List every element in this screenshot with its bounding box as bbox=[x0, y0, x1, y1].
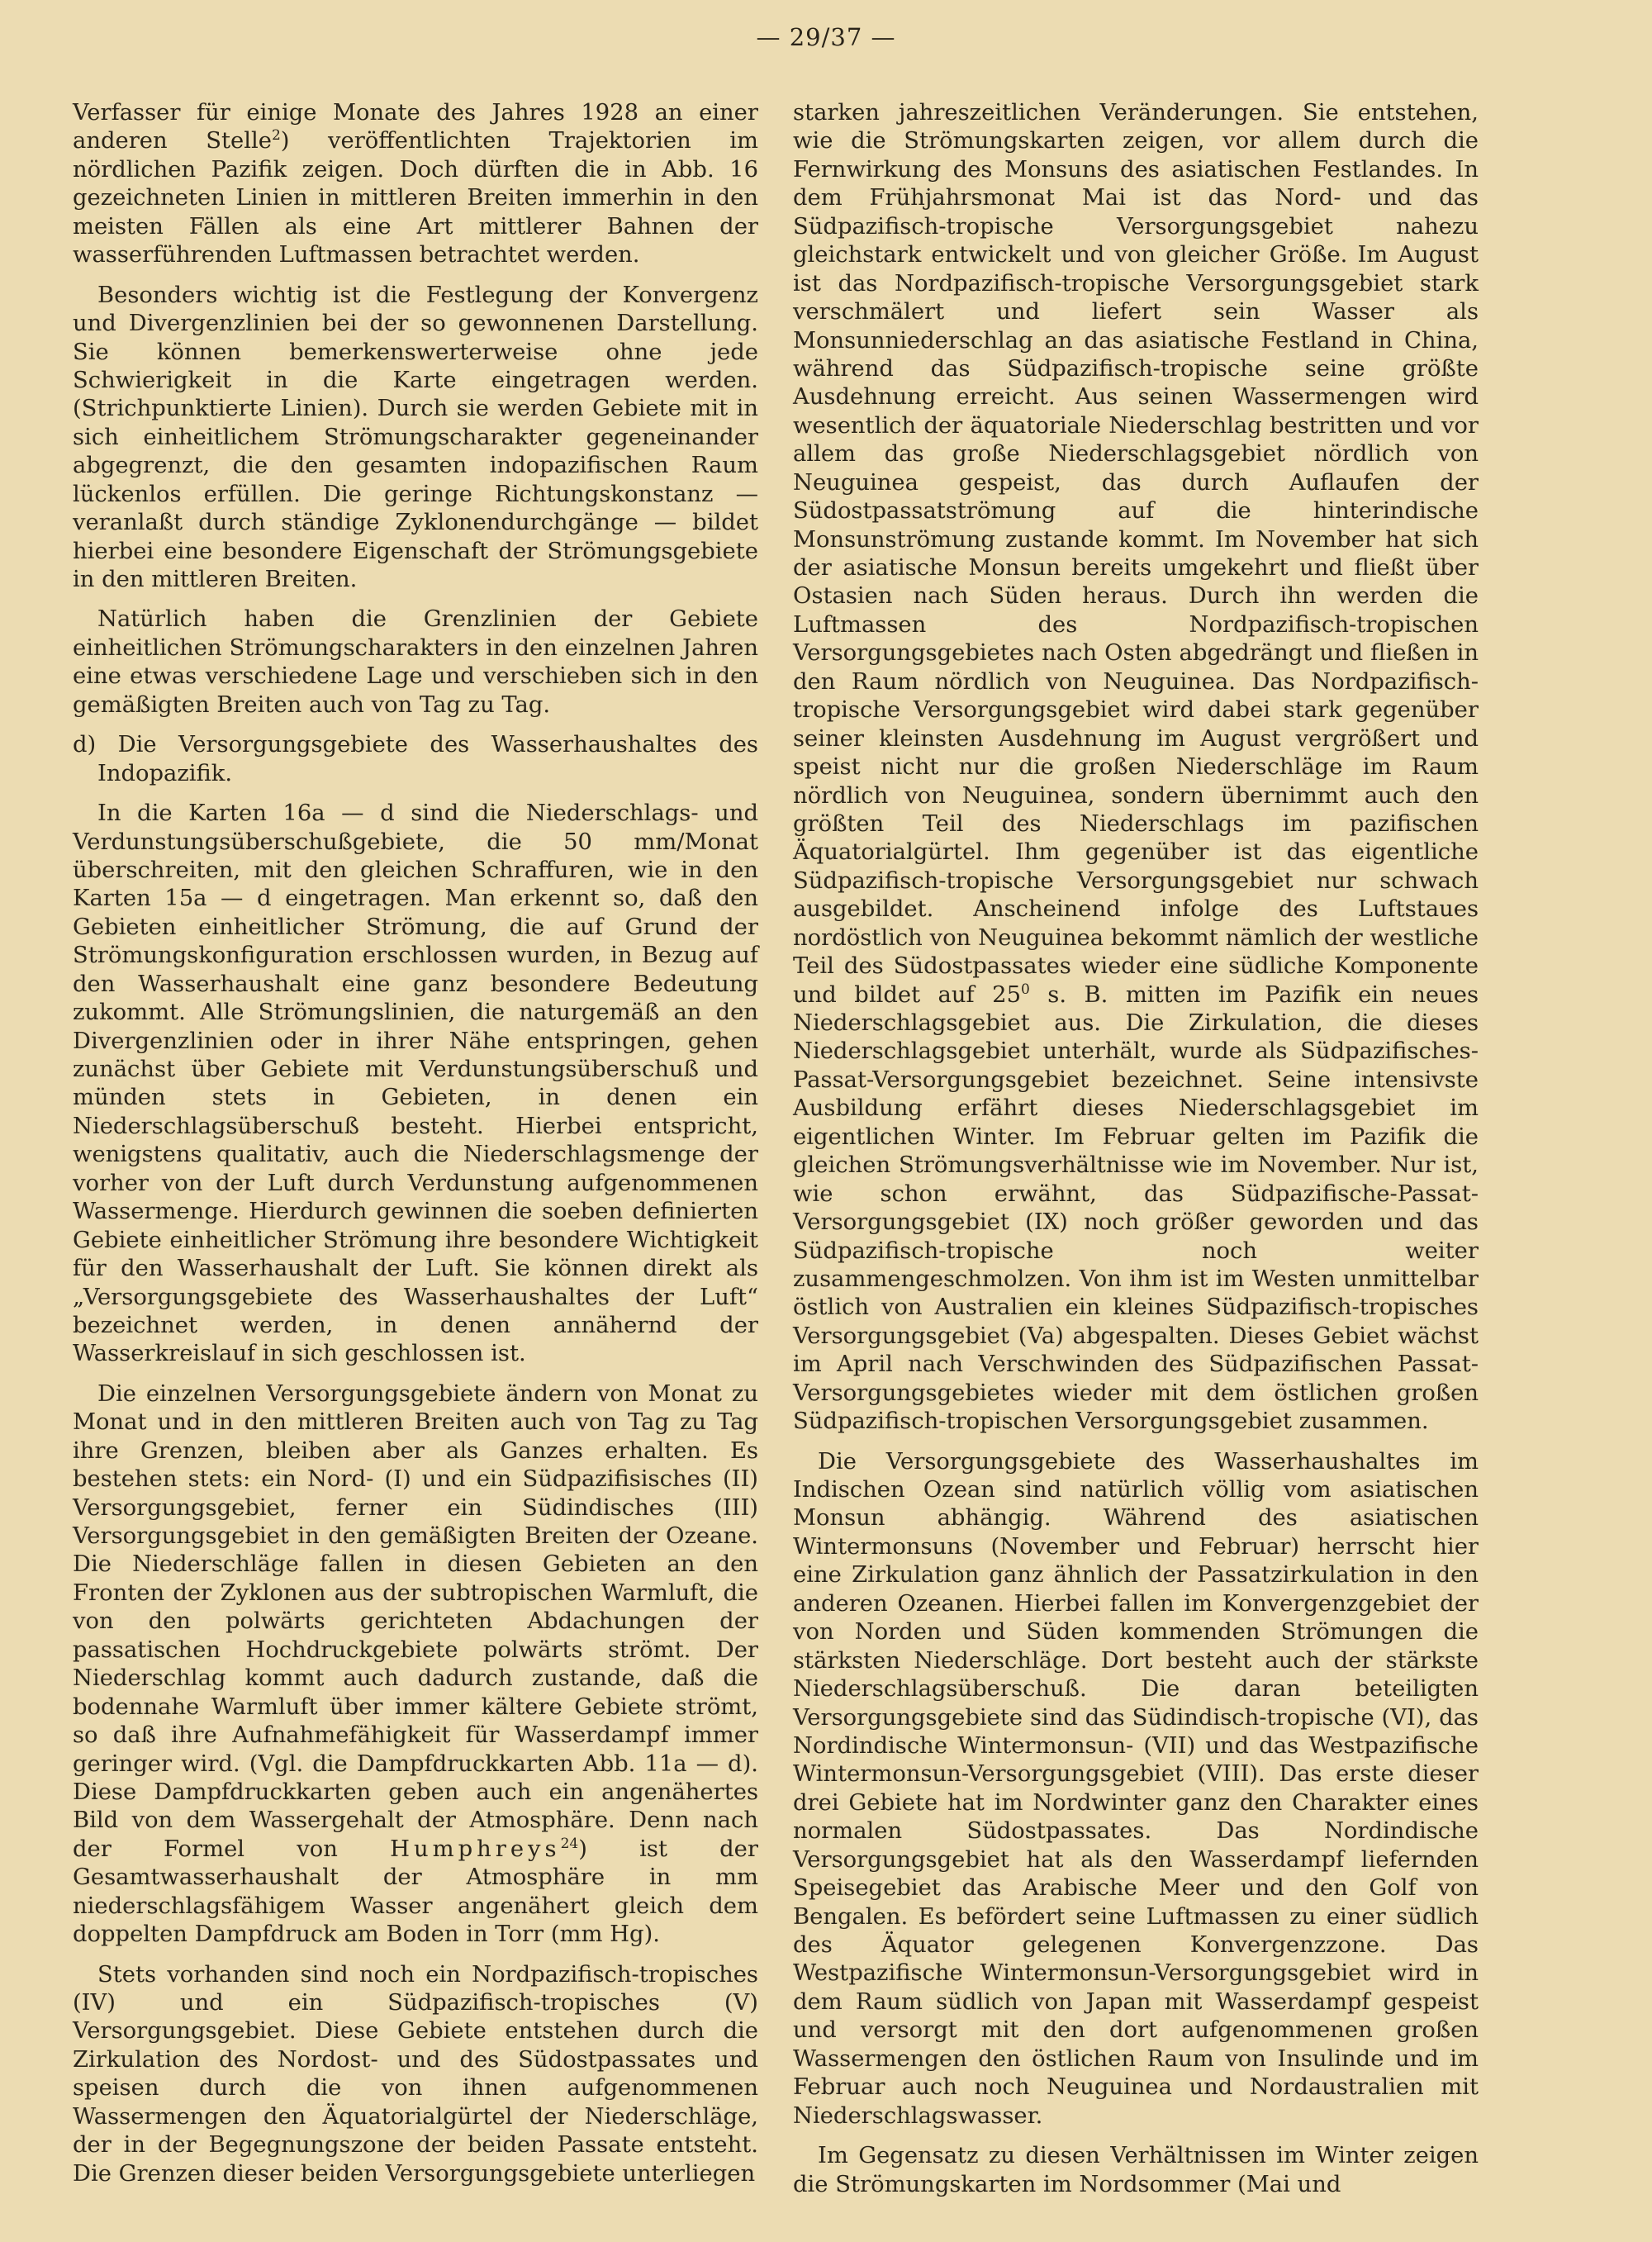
paragraph: Die Versorgungsgebiete des Wasserhaushaltes im Indischen Ozean sind natürlich völlig vom asiatischen Monsun abhängig. Während des asiatischen Wintermonsuns (November und Februar) herrscht hier eine Zirkulation ganz ähnlich der Passatzirkulation in den anderen Ozeanen. Hierbei fallen im Konvergenzgebiet der von Norden und Süden kommenden Strömungen die stärksten Niederschläge. Dort besteht auch der stärkste Niederschlagsüberschuß. Die daran beteiligten Versorgungsgebiete sind das Südindisch-tropische (VI), das Nordindische Wintermonsun- (VII) und das Westpazifische Wintermonsun-Versorgungsgebiet (VIII). Das erste dieser drei Gebiete hat im Nordwinter ganz den Charakter eines normalen Südostpassates. Das Nordindische Versorgungsgebiet hat als den Wasserdampf liefernden Speisegebiet das Arabische Meer und den Golf von Bengalen. Es befördert seine Luftmassen zu einer südlich des Äquator gelegenen Konvergenzzone. Das Westpazifische Wintermonsun-Versorgungsgebiet wird in dem Raum südlich von Japan mit Wasserdampf gespeist und versorgt mit den dort aufgenommenen großen Wassermengen den östlichen Raum von Insulinde und im Februar auch noch Neuguinea und Nordaustralien mit Niederschlagswasser. bbox=[793, 1448, 1479, 2129]
paragraph-text: Verfasser für einige Monate des Jahres 1928 an einer anderen Stelle bbox=[73, 100, 758, 154]
paragraph bbox=[73, 1380, 758, 1950]
paragraph-text: ) ist der Gesamtwasserhaushalt der Atmosphäre in mm niederschlagsfähigem Wasser angenähert gleich dem doppelten Dampfdruck am Boden in Torr (mm Hg). bbox=[73, 1836, 758, 1948]
paragraph-text: ) veröffentlichten Trajektorien im nördlichen Pazifik zeigen. Doch dürften die in Abb. 16 gezeichneten Linien in mittleren Breiten immerhin in den meisten Fällen als eine Art mittlerer Bahnen der wasserführenden Luftmassen betrachtet werden. bbox=[73, 128, 758, 268]
left-column bbox=[73, 99, 758, 2200]
paragraph-text: Die einzelnen Versorgungsgebiete ändern von Monat zu Monat und in den mittleren Breiten auch von Tag zu Tag ihre Grenzen, bleiben aber als Ganzes erhalten. Es bestehen stets: ein Nord- (I) und ein Südpazifisisches (II) Versorgungsgebiet, ferner ein Südindisches (III) Versorgungsgebiet in den gemäßigten Breiten der Ozeane. Die Niederschläge fallen in diesen Gebieten an den Fronten der Zyklonen aus der subtropischen Warmluft, die von den polwärts gerichteten Abdachungen der passatischen Hochdruckgebiete polwärts strömt. Der Niederschlag kommt auch dadurch zustande, daß die bodennahe Warmluft über immer kältere Gebiete strömt, so daß ihre Aufnahmefähigkeit für Wasserdampf immer geringer wird. (Vgl. die Dampfdruckkarten Abb. 11a — d). Diese Dampfdruckkarten geben auch ein angenähertes Bild von dem Wassergehalt der Atmosphäre. Denn nach der Formel von bbox=[73, 1380, 758, 1862]
footnote-ref: 24 bbox=[560, 1835, 579, 1852]
author-name: Humphreys bbox=[390, 1836, 561, 1862]
paragraph: Natürlich haben die Grenzlinien der Gebiete einheitlichen Strömungscharakters in den einzelnen Jahren eine etwas verschiedene Lage und verschieben sich in den gemäßigten Breiten auch von Tag zu Tag. bbox=[73, 606, 758, 718]
paragraph bbox=[793, 99, 1479, 1437]
paragraph bbox=[73, 99, 758, 270]
footnote-ref: 2 bbox=[271, 127, 281, 145]
paragraph: Besonders wichtig ist die Festlegung der Konvergenz und Divergenzlinien bei der so gewonnenen Darstellung. Sie können bemerkenswerterweise ohne jede Schwierigkeit in die Karte eingetragen werden. (Strichpunktierte Linien). Durch sie werden Gebiete mit in sich einheitlichem Strömungscharakter gegeneinander abgegrenzt, die den gesamten indopazifischen Raum lückenlos erfüllen. Die geringe Richtungskonstanz — veranlaßt durch ständige Zyklonendurchgänge — bildet hierbei eine besondere Eigenschaft der Strömungsgebiete in den mittleren Breiten. bbox=[73, 282, 758, 592]
section-heading: d) Die Versorgungsgebiete des Wasserhaushaltes des Indopazifik. bbox=[73, 732, 758, 786]
paragraph-text: s. B. mitten im Pazifik ein neues Niederschlagsgebiet aus. Die Zirkulation, die dieses Niederschlagsgebiet unterhält, wurde als Südpazifisches-Passat-Versorgungsgebiet bezeichnet. Seine intensivste Ausbildung erfährt dieses Niederschlagsgebiet im eigentlichen Winter. Im Februar gelten im Pazifik die gleichen Strömungsverhältnisse wie im November. Nur ist, wie schon erwähnt, das Südpazifische-Passat-Versorgungsgebiet (IX) noch größer geworden und das Südpazifisch-tropische noch weiter zusammengeschmolzen. Von ihm ist im Westen unmittelbar östlich von Australien ein kleines Südpazifisch-tropisches Versorgungsgebiet (Va) abgespalten. Dieses Gebiet wächst im April nach Verschwinden des Südpazifischen Passat-Versorgungsgebietes wieder mit dem östlichen großen Südpazifisch-tropischen Versorgungsgebiet zusammen. bbox=[793, 981, 1479, 1435]
paragraph-text: starken jahreszeitlichen Veränderungen. Sie entstehen, wie die Strömungskarten zeigen, vor allem durch die Fernwirkung des Monsuns des asiatischen Festlandes. In dem Frühjahrsmonat Mai ist das Nord- und das Südpazifisch-tropische Versorgungsgebiet nahezu gleichstark entwickelt und von gleicher Größe. Im August ist das Nordpazifisch-tropische Versorgungsgebiet stark verschmälert und liefert sein Wasser als Monsunniederschlag an das asiatische Festland in China, während das Südpazifisch-tropische seine größte Ausdehnung erreicht. Aus seinen Wassermengen wird wesentlich der äquatoriale Niederschlag bestritten und vor allem das große Niederschlagsgebiet nördlich von Neuguinea gespeist, das durch Auflaufen der Südostpassatströmung auf die hinterindische Monsunströmung zustande kommt. Im November hat sich der asiatische Monsun bereits umgekehrt und fließt über Ostasien nach Süden heraus. Durch ihn werden die Luftmassen des Nordpazifisch-tropischen Versorgungsgebietes nach Osten abgedrängt und fließen in den Raum nördlich von Neuguinea. Das Nordpazifisch-tropische Versorgungsgebiet wird dabei stark gegenüber seiner kleinsten Ausdehnung im August vergrößert und speist nicht nur die großen Niederschläge im Raum nördlich von Neuguinea, sondern übernimmt auch den größten Teil des Niederschlags im pazifischen Äquatorialgürtel. Ihm gegenüber ist das eigentliche Südpazifisch-tropische Versorgungsgebiet nur schwach ausgebildet. Anscheinend infolge des Luftstaues nordöstlich von Neuguinea bekommt nämlich der westliche Teil des Südostpassates wieder eine südliche Komponente und bildet auf 25 bbox=[793, 100, 1479, 1008]
degree-superscript: 0 bbox=[1021, 981, 1030, 998]
paragraph: In die Karten 16a — d sind die Niederschlags- und Verdunstungsüberschußgebiete, die 50 mm/Monat überschreiten, mit den gleichen Schraffuren, wie in den Karten 15a — d eingetragen. Man erkennt so, daß den Gebieten einheitlicher Strömung, die auf Grund der Strömungskonfiguration erschlossen wurden, in Bezug auf den Wasserhaushalt eine ganz besondere Bedeutung zukommt. Alle Strömungslinien, die naturgemäß an den Divergenzlinien oder in ihrer Nähe entspringen, gehen zunächst über Gebiete mit Verdunstungsüberschuß und münden stets in Gebieten, in denen ein Niederschlagsüberschuß besteht. Hierbei entspricht, wenigstens qualitativ, auch die Niederschlagsmenge der vorher von der Luft durch Verdunstung aufgenommenen Wassermenge. Hierdurch gewinnen die soeben definierten Gebiete einheitlicher Strömung ihre besondere Wichtigkeit für den Wasserhaushalt der Luft. Sie können direkt als „Versorgungsgebiete des Wasserhaushaltes der Luft“ bezeichnet werden, in denen annähernd der Wasserkreislauf in sich geschlossen ist. bbox=[73, 800, 758, 1367]
paragraph: Im Gegensatz zu diesen Verhältnissen im Winter zeigen die Strömungskarten im Nordsommer (Mai und bbox=[793, 2143, 1479, 2197]
page-number: — 29/37 — bbox=[756, 23, 896, 51]
right-column bbox=[793, 99, 1479, 2211]
paragraph: Stets vorhanden sind noch ein Nordpazifisch-tropisches (IV) und ein Südpazifisch-tropisches (V) Versorgungsgebiet. Diese Gebiete entstehen durch die Zirkulation des Nordost- und des Südostpassates und speisen durch die von ihnen aufgenommenen Wassermengen den Äquatorialgürtel der Niederschläge, der in der Begegnungszone der beiden Passate entsteht. Die Grenzen dieser beiden Versorgungsgebiete unterliegen bbox=[73, 1961, 758, 2187]
